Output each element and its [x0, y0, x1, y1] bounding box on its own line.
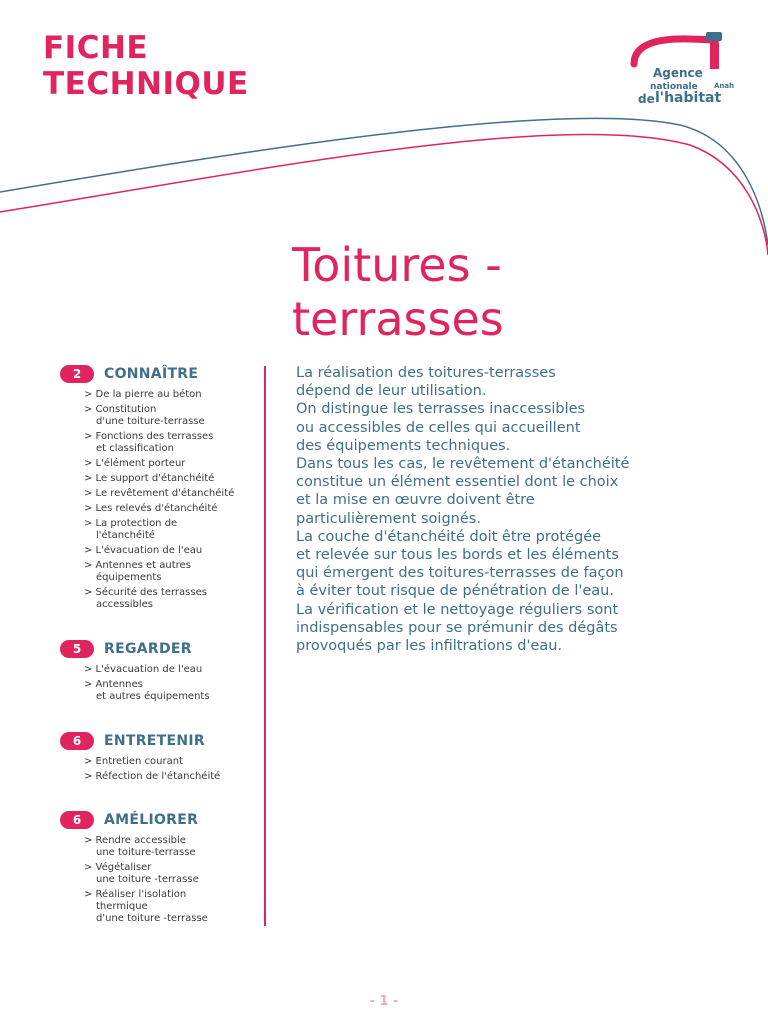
body-line: à éviter tout risque de pénétration de l'eau. [296, 583, 614, 600]
header-line-2: TECHNIQUE [43, 66, 249, 102]
section-connaitre [60, 364, 234, 614]
body-line: La vérification et le nettoyage réguliers sont [296, 601, 619, 618]
list-item: > L'évacuation de l'eau [84, 545, 203, 556]
logo-de: de [638, 92, 655, 106]
list-item: > Sécurité des terrasses accessibles [84, 587, 207, 610]
body-line: particulièrement soignés. [296, 510, 481, 527]
body-line: indispensables pour se prémunir des dégâts [296, 619, 618, 636]
list-item: > Le support d'étanchéité [84, 473, 215, 484]
body-line: Dans tous les cas, le revêtement d'étanchéité [296, 456, 630, 473]
list-item: > Végétaliser une toiture -terrasse [84, 862, 199, 885]
body-line: provoqués par les infiltrations d'eau. [296, 638, 563, 655]
header-line-1: FICHE [43, 30, 149, 66]
section-entretenir [60, 731, 220, 786]
body-line: La réalisation des toitures-terrasses [296, 365, 556, 381]
section-title: AMÉLIORER [104, 812, 199, 828]
list-item: > Fonctions des terrasses et classification [84, 431, 214, 454]
body-line: On distingue les terrasses inaccessibles [296, 401, 586, 418]
logo-habitat: l'habitat [655, 90, 722, 106]
list-item: > Le revêtement d'étanchéité [84, 488, 235, 499]
list-item: > L'élément porteur [84, 458, 186, 469]
decorative-curves [0, 0, 768, 260]
document-title [292, 238, 504, 346]
logo-agence: Agence [653, 66, 703, 80]
list-item: > Réfection de l'étanchéité [84, 771, 221, 782]
list-item: > Les relevés d'étanchéité [84, 503, 218, 514]
body-line: des équipements techniques. [296, 437, 511, 454]
body-line: dépend de leur utilisation. [296, 383, 487, 400]
section-ameliorer [60, 810, 208, 928]
intro-paragraph [296, 364, 696, 655]
section-title: CONNAÎTRE [104, 366, 199, 382]
list-item: > Réaliser l'isolation thermique d'une toiture -terrasse [84, 889, 208, 924]
body-line: et relevée sur tous les bords et les éléments [296, 547, 619, 564]
page-number: - 1 - [369, 994, 399, 1009]
section-title: REGARDER [104, 641, 192, 657]
list-item: > L'évacuation de l'eau [84, 664, 203, 675]
title-line-1: Toitures - [292, 238, 502, 292]
list-item: > Rendre accessible une toiture-terrasse [84, 835, 196, 858]
list-item: > Antennes et autres équipements [84, 560, 191, 583]
title-line-2: terrasses [292, 292, 504, 346]
list-item: > Antennes et autres équipements [84, 679, 210, 702]
list-item: > Entretien courant [84, 756, 183, 767]
body-line: constitue un élément essentiel dont le choix [296, 474, 619, 491]
list-item: > La protection de l'étanchéité [84, 518, 178, 541]
section-page-badge: 5 [60, 640, 94, 658]
list-item: > Constitution d'une toiture-terrasse [84, 404, 205, 427]
section-regarder [60, 639, 210, 706]
list-item: > De la pierre au béton [84, 389, 202, 400]
body-line: ou accessibles de celles qui accueillent [296, 419, 581, 436]
logo-anah: Anah [714, 82, 735, 90]
vertical-divider [264, 366, 266, 926]
body-line: La couche d'étanchéité doit être protégée [296, 528, 602, 545]
section-page-badge: 6 [60, 811, 94, 829]
section-title: ENTRETENIR [104, 733, 205, 749]
body-line: et la mise en œuvre doivent être [296, 492, 535, 509]
body-line: qui émergent des toitures-terrasses de façon [296, 565, 624, 582]
logo-nationale: nationale [650, 82, 698, 92]
section-page-badge: 2 [60, 365, 94, 383]
section-page-badge: 6 [60, 732, 94, 750]
